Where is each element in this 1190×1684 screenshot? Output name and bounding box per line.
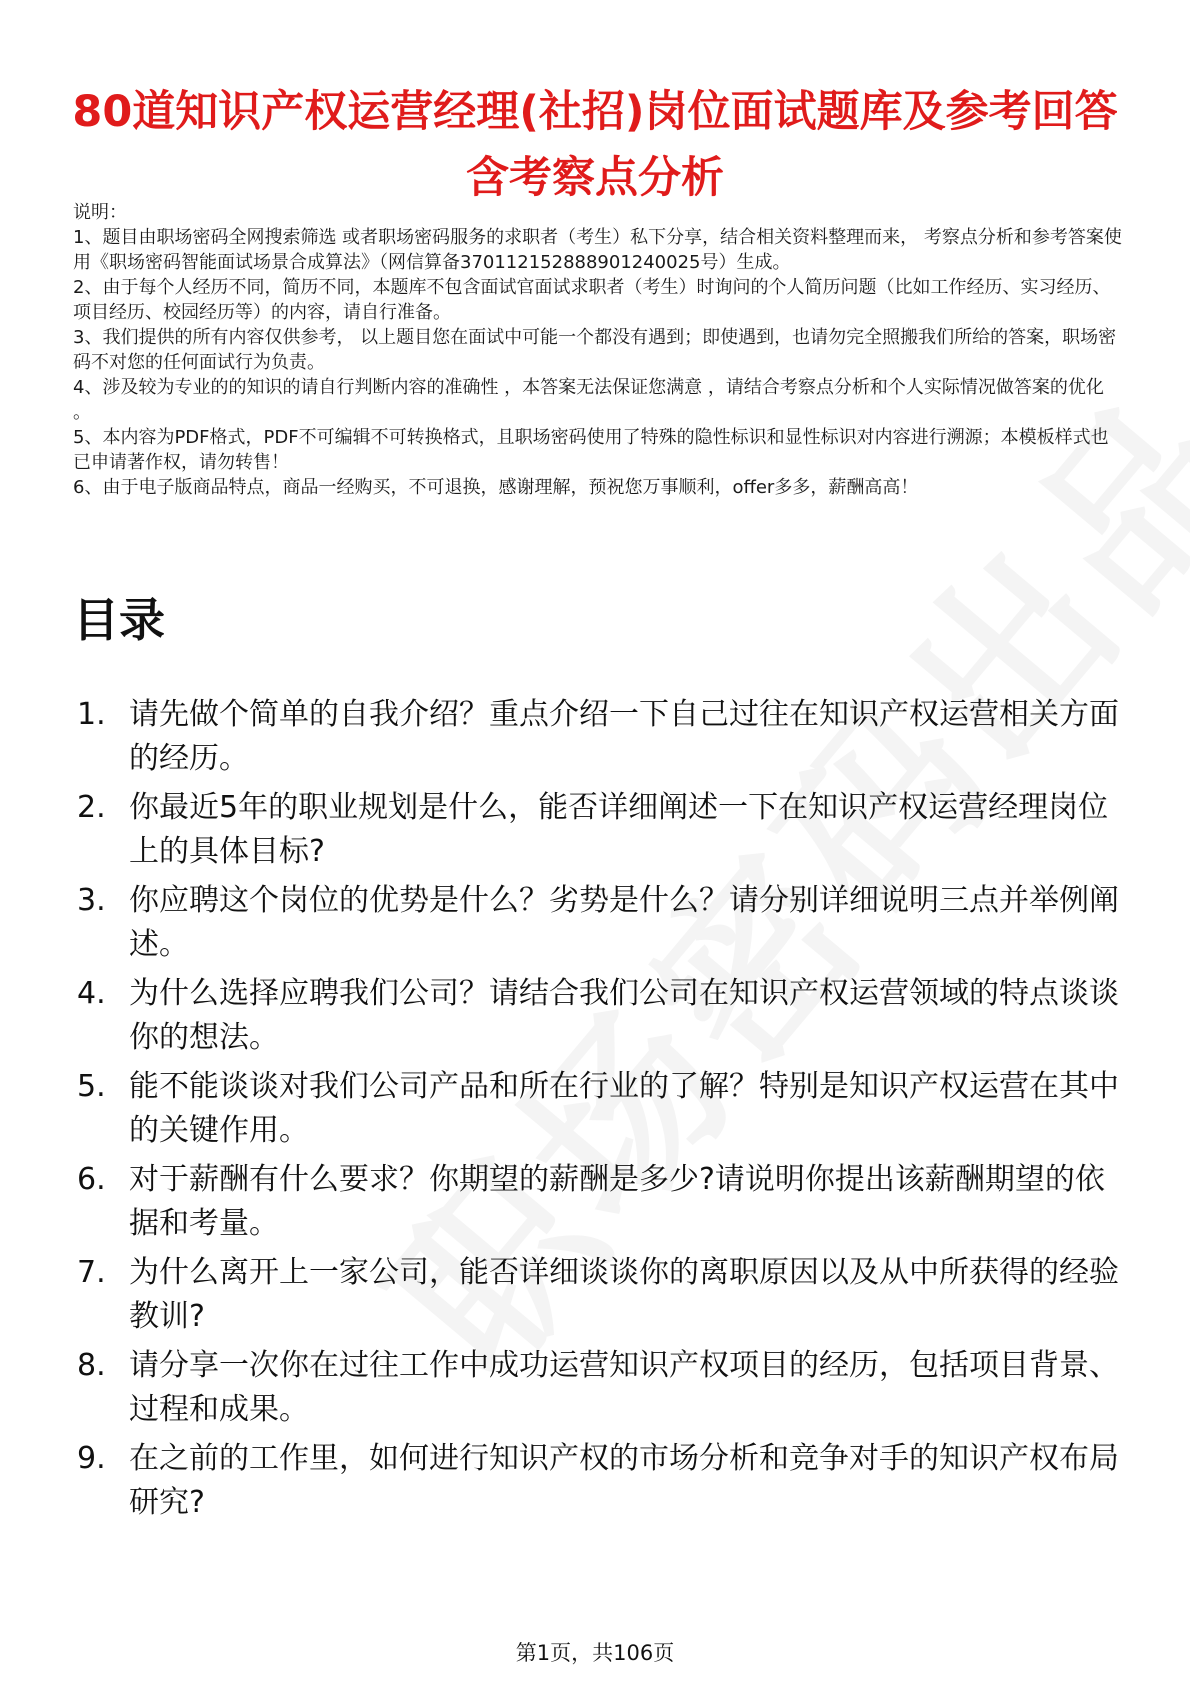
toc-item-number: 9.: [77, 1441, 106, 1476]
toc-item[interactable]: [73, 879, 1123, 972]
toc-item-number: 2.: [77, 790, 106, 825]
note-item: 3、我们提供的所有内容仅供参考， 以上题目您在面试中可能一个都没有遇到；即使遇到，也请勿完全照搬我们所给的答案，职场密码不对您的任何面试行为负责。: [73, 327, 1117, 373]
note-item: 5、本内容为PDF格式，PDF不可编辑不可转换格式，且职场密码使用了特殊的隐性标识和显性标识对内容进行溯源；本模板样式也已申请著作权，请勿转售！: [73, 427, 1109, 473]
toc-item-text[interactable]: 你最近5年的职业规划是什么，能否详细阐述一下在知识产权运营经理岗位上的具体目标?: [129, 790, 1109, 869]
toc-item[interactable]: [73, 1437, 1123, 1530]
note-item: 2、由于每个人经历不同，简历不同，本题库不包含面试官面试求职者（考生）时询问的个人简历问题（比如工作经历、实习经历、项目经历、校园经历等）的内容，请自行准备。: [73, 277, 1111, 323]
toc-item[interactable]: [73, 1251, 1123, 1344]
page-title: 80道知识产权运营经理(社招)岗位面试题库及参考回答含考察点分析: [72, 86, 1118, 203]
toc-item-number: 7.: [77, 1255, 106, 1290]
toc-item[interactable]: [73, 1065, 1123, 1158]
toc-item-text[interactable]: 对于薪酬有什么要求？你期望的薪酬是多少?请说明你提出该薪酬期望的依据和考量。: [129, 1162, 1105, 1241]
toc-item-text[interactable]: 在之前的工作里，如何进行知识产权的市场分析和竞争对手的知识产权布局研究?: [129, 1441, 1119, 1520]
toc-item[interactable]: [73, 693, 1123, 786]
toc-item-text[interactable]: 能不能谈谈对我们公司产品和所在行业的了解？特别是知识产权运营在其中的关键作用。: [129, 1069, 1119, 1148]
toc-item-number: 8.: [77, 1348, 106, 1383]
note-item: 4、涉及较为专业的的知识的请自行判断内容的准确性 ，本答案无法保证您满意 ，请结合考察点分析和个人实际情况做答案的优化 。: [73, 377, 1104, 423]
note-item: 6、由于电子版商品特点，商品一经购买，不可退换，感谢理解，预祝您万事顺利，offer多多，薪酬高高！: [73, 477, 919, 498]
toc-item-number: 3.: [77, 883, 106, 918]
toc-item[interactable]: [73, 1344, 1123, 1437]
toc-item-text[interactable]: 为什么选择应聘我们公司？请结合我们公司在知识产权运营领域的特点谈谈你的想法。: [129, 976, 1119, 1055]
toc-item-number: 4.: [77, 976, 106, 1011]
toc-item-number: 6.: [77, 1162, 106, 1197]
toc-item-text[interactable]: 请先做个简单的自我介绍？重点介绍一下自己过往在知识产权运营相关方面的经历。: [129, 697, 1119, 776]
toc-list: [73, 693, 1123, 1530]
toc-item[interactable]: [73, 786, 1123, 879]
toc-heading: 目录: [73, 593, 165, 647]
toc-item-number: 1.: [77, 697, 106, 732]
notes-label: 说明：: [73, 202, 127, 223]
toc-item-text[interactable]: 请分享一次你在过往工作中成功运营知识产权项目的经历，包括项目背景、过程和成果。: [129, 1348, 1119, 1427]
toc-item[interactable]: [73, 1158, 1123, 1251]
toc-item-text[interactable]: 为什么离开上一家公司，能否详细谈谈你的离职原因以及从中所获得的经验教训?: [129, 1255, 1119, 1334]
toc-item-text[interactable]: 你应聘这个岗位的优势是什么？劣势是什么？请分别详细说明三点并举例阐述。: [129, 883, 1119, 962]
toc-item-number: 5.: [77, 1069, 106, 1104]
page-footer: 第1页，共106页: [515, 1641, 675, 1665]
notes-section: [73, 200, 1123, 500]
note-item: 1、题目由职场密码全网搜索筛选 或者职场密码服务的求职者（考生）私下分享，结合相关资料整理而来， 考察点分析和参考答案使用《职场密码智能面试场景合成算法》（网信算备370112152888901240025号）生成。: [73, 227, 1122, 273]
toc-item[interactable]: [73, 972, 1123, 1065]
